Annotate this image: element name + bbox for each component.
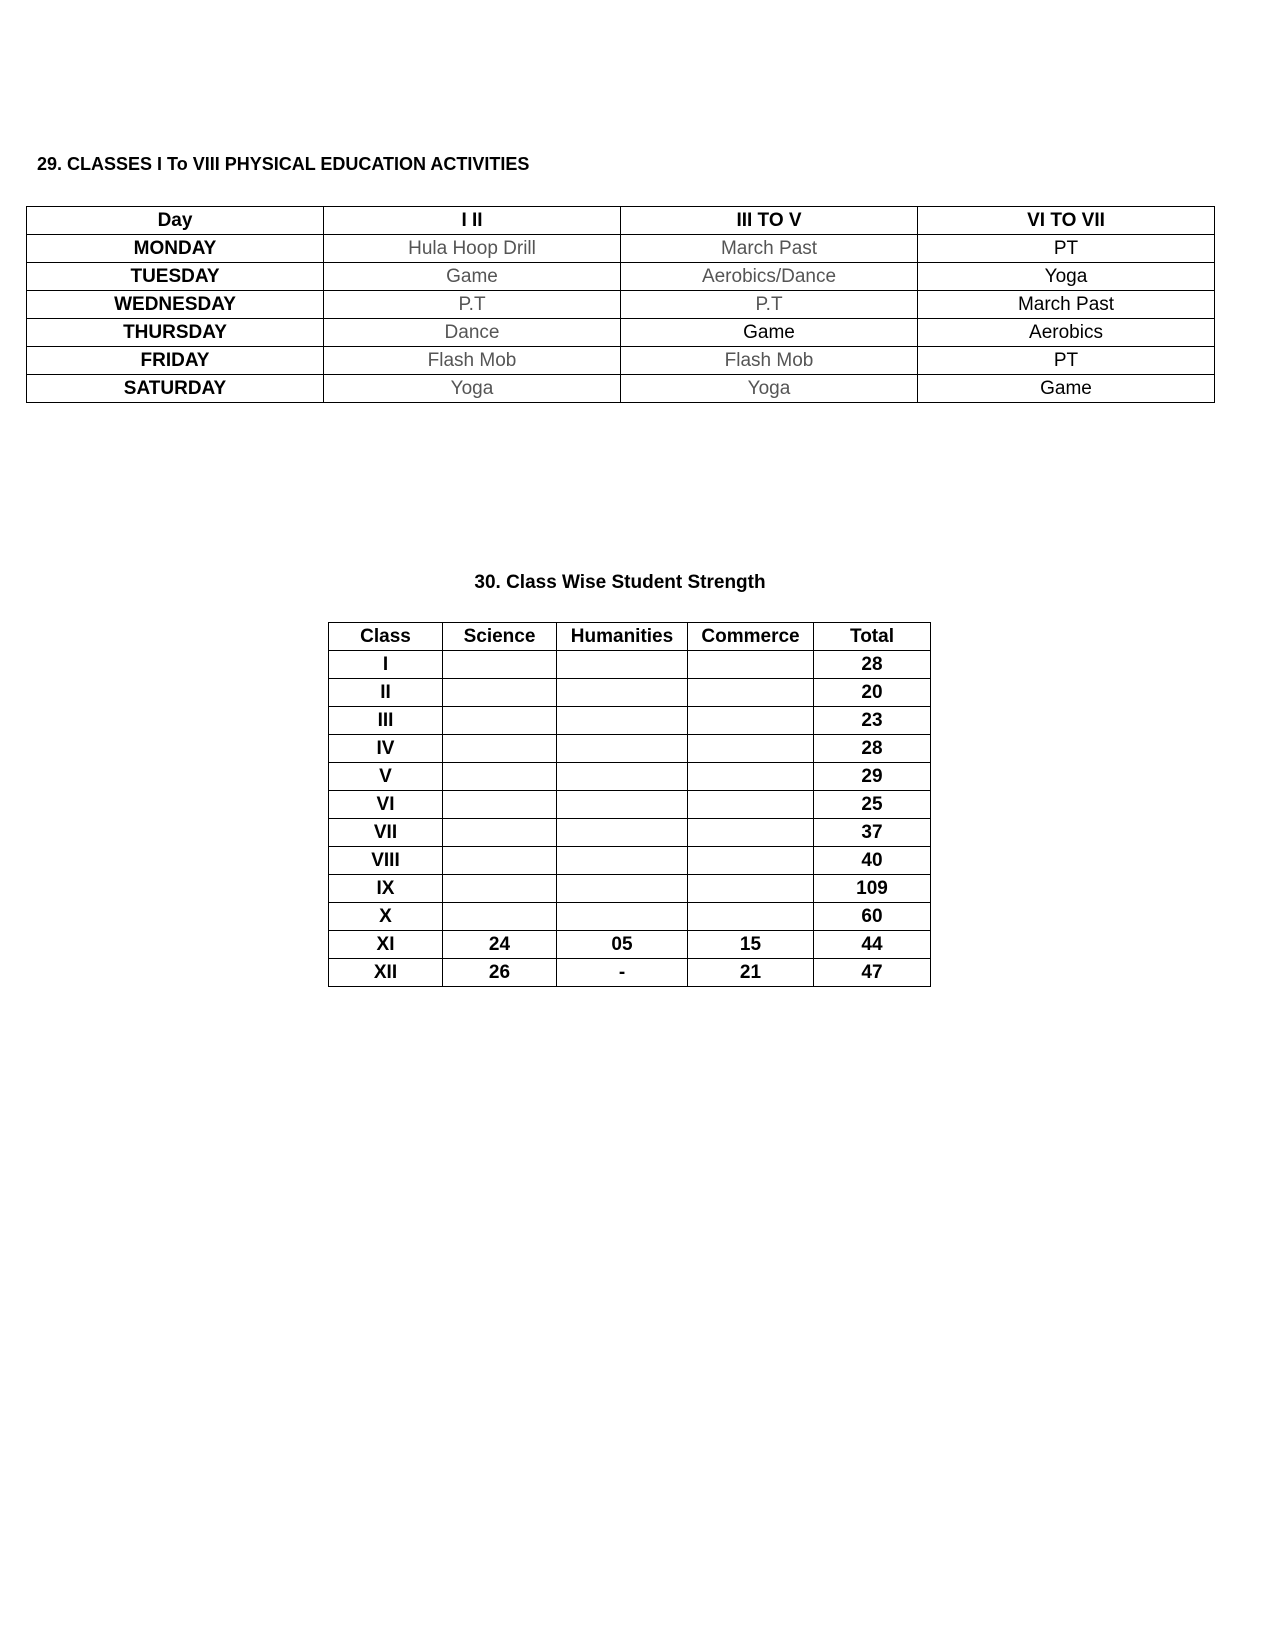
table-row [329, 735, 931, 763]
science-cell: 24 [443, 931, 557, 959]
total-cell: 28 [814, 651, 931, 679]
strength-table-body [329, 651, 931, 987]
activity-cell: Aerobics [918, 319, 1215, 347]
humanities-cell: 05 [557, 931, 688, 959]
day-cell: SATURDAY [27, 375, 324, 403]
science-cell [443, 763, 557, 791]
class-cell: II [329, 679, 443, 707]
humanities-cell [557, 875, 688, 903]
commerce-cell [688, 679, 814, 707]
commerce-cell [688, 735, 814, 763]
activity-cell: Aerobics/Dance [621, 263, 918, 291]
commerce-cell [688, 819, 814, 847]
class-cell: VII [329, 819, 443, 847]
column-header-humanities: Humanities [557, 623, 688, 651]
column-header-class: Class [329, 623, 443, 651]
activity-cell: PT [918, 347, 1215, 375]
table-row [329, 791, 931, 819]
table-row [27, 347, 1215, 375]
commerce-cell [688, 651, 814, 679]
activity-cell: March Past [621, 235, 918, 263]
pe-activities-heading: 29. CLASSES I To VIII PHYSICAL EDUCATION ACTIVITIES [37, 154, 530, 174]
table-header-row [329, 623, 931, 651]
day-cell: FRIDAY [27, 347, 324, 375]
table-row [329, 903, 931, 931]
science-cell [443, 903, 557, 931]
activity-cell: Yoga [324, 375, 621, 403]
total-cell: 60 [814, 903, 931, 931]
science-cell [443, 875, 557, 903]
science-cell [443, 707, 557, 735]
science-cell [443, 791, 557, 819]
science-cell [443, 651, 557, 679]
total-cell: 29 [814, 763, 931, 791]
class-cell: X [329, 903, 443, 931]
total-cell: 109 [814, 875, 931, 903]
table-row [27, 263, 1215, 291]
table-row [329, 959, 931, 987]
class-cell: XII [329, 959, 443, 987]
table-row [329, 679, 931, 707]
total-cell: 25 [814, 791, 931, 819]
activity-cell: P.T [621, 291, 918, 319]
activity-cell: Dance [324, 319, 621, 347]
day-cell: THURSDAY [27, 319, 324, 347]
humanities-cell [557, 819, 688, 847]
science-cell [443, 735, 557, 763]
humanities-cell [557, 651, 688, 679]
commerce-cell [688, 791, 814, 819]
activity-cell: March Past [918, 291, 1215, 319]
total-cell: 28 [814, 735, 931, 763]
humanities-cell [557, 707, 688, 735]
science-cell [443, 847, 557, 875]
commerce-cell [688, 875, 814, 903]
column-header-iii-to-v: III TO V [621, 207, 918, 235]
table-row [329, 847, 931, 875]
table-row [329, 931, 931, 959]
class-cell: IV [329, 735, 443, 763]
column-header-total: Total [814, 623, 931, 651]
commerce-cell [688, 763, 814, 791]
student-strength-table [328, 622, 931, 987]
activity-cell: Hula Hoop Drill [324, 235, 621, 263]
total-cell: 40 [814, 847, 931, 875]
activity-cell: Game [621, 319, 918, 347]
activity-cell: Flash Mob [324, 347, 621, 375]
class-cell: XI [329, 931, 443, 959]
commerce-cell [688, 903, 814, 931]
table-row [27, 291, 1215, 319]
commerce-cell [688, 847, 814, 875]
activity-cell: PT [918, 235, 1215, 263]
activity-cell: P.T [324, 291, 621, 319]
student-strength-heading: 30. Class Wise Student Strength [474, 572, 766, 593]
pe-activities-table [26, 206, 1215, 403]
humanities-cell [557, 679, 688, 707]
commerce-cell: 21 [688, 959, 814, 987]
table-header-row [27, 207, 1215, 235]
total-cell: 23 [814, 707, 931, 735]
day-cell: WEDNESDAY [27, 291, 324, 319]
science-cell [443, 819, 557, 847]
table-row [329, 763, 931, 791]
activity-cell: Game [324, 263, 621, 291]
humanities-cell [557, 903, 688, 931]
column-header-science: Science [443, 623, 557, 651]
class-cell: I [329, 651, 443, 679]
class-cell: VI [329, 791, 443, 819]
column-header-i-ii: I II [324, 207, 621, 235]
humanities-cell: - [557, 959, 688, 987]
table-row [329, 707, 931, 735]
table-row [329, 875, 931, 903]
table-row [27, 375, 1215, 403]
day-cell: MONDAY [27, 235, 324, 263]
total-cell: 44 [814, 931, 931, 959]
class-cell: V [329, 763, 443, 791]
table-row [329, 819, 931, 847]
total-cell: 37 [814, 819, 931, 847]
humanities-cell [557, 847, 688, 875]
table-row [27, 235, 1215, 263]
column-header-commerce: Commerce [688, 623, 814, 651]
column-header-day: Day [27, 207, 324, 235]
commerce-cell: 15 [688, 931, 814, 959]
column-header-vi-to-vii: VI TO VII [918, 207, 1215, 235]
humanities-cell [557, 791, 688, 819]
activity-cell: Flash Mob [621, 347, 918, 375]
class-cell: IX [329, 875, 443, 903]
activity-cell: Game [918, 375, 1215, 403]
table-row [27, 319, 1215, 347]
activity-cell: Yoga [621, 375, 918, 403]
day-cell: TUESDAY [27, 263, 324, 291]
class-cell: III [329, 707, 443, 735]
science-cell: 26 [443, 959, 557, 987]
table-row [329, 651, 931, 679]
science-cell [443, 679, 557, 707]
humanities-cell [557, 763, 688, 791]
humanities-cell [557, 735, 688, 763]
total-cell: 47 [814, 959, 931, 987]
activity-cell: Yoga [918, 263, 1215, 291]
total-cell: 20 [814, 679, 931, 707]
class-cell: VIII [329, 847, 443, 875]
commerce-cell [688, 707, 814, 735]
